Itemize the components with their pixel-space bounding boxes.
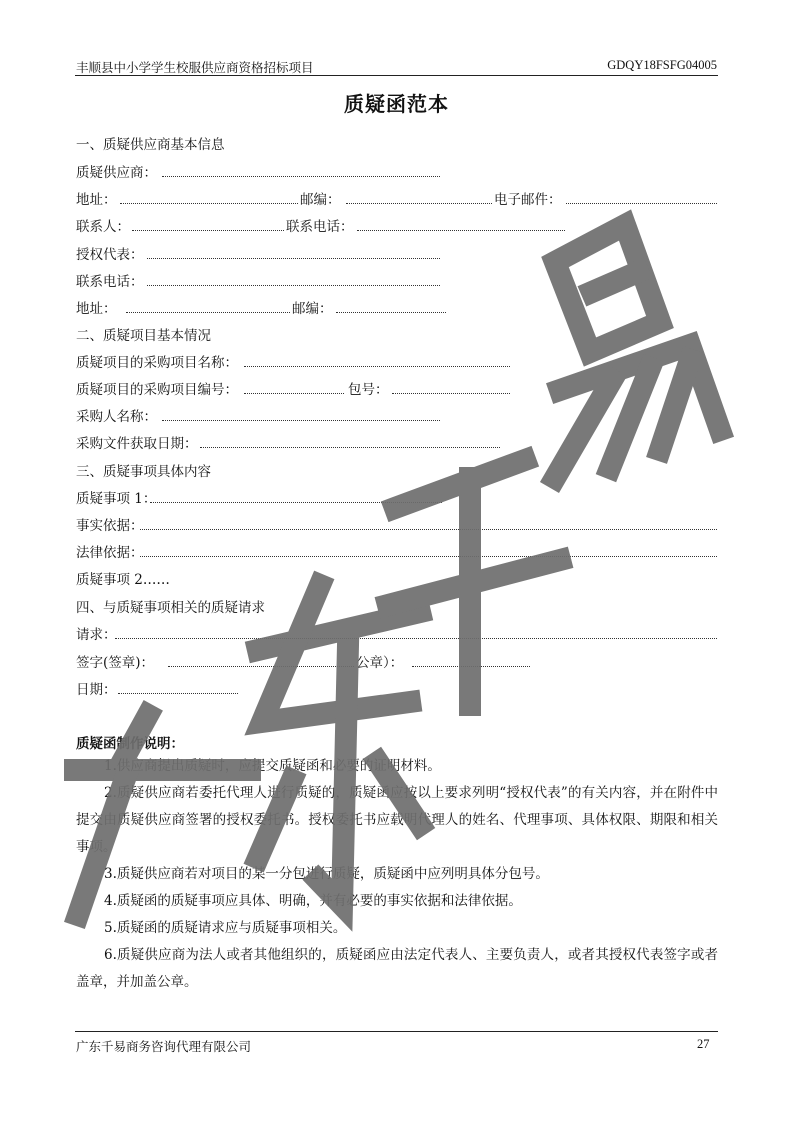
- contact-label: 联系人：: [76, 219, 130, 235]
- package-label: 包号：: [348, 382, 389, 398]
- agent-postcode-field[interactable]: [336, 312, 446, 313]
- note-item: 5.质疑函的质疑请求应与质疑事项相关。: [104, 920, 347, 936]
- phone-field[interactable]: [357, 230, 565, 231]
- header-project-title: 丰顺县中小学学生校服供应商资格招标项目: [76, 60, 314, 75]
- email-field[interactable]: [566, 203, 717, 204]
- date-label: 日期：: [76, 682, 117, 698]
- agent-phone-field[interactable]: [147, 285, 440, 286]
- footer-divider: [75, 1031, 718, 1032]
- notes-list: [76, 753, 718, 996]
- item2-label: 质疑事项 2……: [76, 572, 170, 588]
- header-divider: [75, 75, 718, 76]
- contact-row: [76, 215, 130, 235]
- doc-date-field[interactable]: [200, 447, 500, 448]
- law-field[interactable]: [140, 556, 717, 557]
- contact-field[interactable]: [132, 230, 284, 231]
- agent-phone-row: [76, 270, 144, 290]
- doc-date-label: 采购文件获取日期：: [76, 436, 198, 452]
- agent-address-row: [76, 297, 117, 317]
- header-project-code: GDQY18FSFG04005: [607, 58, 717, 72]
- supplier-label: 质疑供应商：: [76, 165, 157, 181]
- project-name-field[interactable]: [244, 366, 510, 367]
- postcode-label: 邮编：: [300, 192, 341, 208]
- supplier-row: [76, 161, 157, 181]
- buyer-field[interactable]: [162, 420, 440, 421]
- fact-label: 事实依据：: [76, 518, 144, 534]
- footer-company: 广东千易商务咨询代理有限公司: [76, 1039, 252, 1054]
- request-field[interactable]: [115, 638, 717, 639]
- section2-heading: 二、质疑项目基本情况: [76, 328, 211, 344]
- fact-field[interactable]: [140, 529, 717, 530]
- note-item: 3.质疑供应商若对项目的某一分包进行质疑，质疑函中应列明具体分包号。: [104, 866, 549, 882]
- postcode-field[interactable]: [346, 203, 492, 204]
- note-item: 4.质疑函的质疑事项应具体、明确，并有必要的事实依据和法律依据。: [104, 893, 522, 909]
- law-label: 法律依据：: [76, 545, 144, 561]
- package-field[interactable]: [392, 393, 510, 394]
- address-label: 地址：: [76, 192, 117, 208]
- agent-postcode-label: 邮编：: [292, 301, 333, 317]
- project-number-label: 质疑项目的采购项目编号：: [76, 382, 238, 398]
- supplier-field[interactable]: [162, 176, 440, 177]
- agent-address-label: 地址：: [76, 301, 117, 317]
- agent-row: [76, 243, 144, 263]
- note-item: 1.供应商提出质疑时，应提交质疑函和必要的证明材料。: [104, 758, 441, 774]
- item1-field[interactable]: [150, 502, 442, 503]
- agent-address-field[interactable]: [126, 312, 290, 313]
- agent-field[interactable]: [147, 258, 440, 259]
- seal-field[interactable]: [412, 666, 530, 667]
- note-item: 2.质疑供应商若委托代理人进行质疑的，质疑函应按以上要求列明“授权代表”的有关内容，并在附件中提交由质疑供应商签署的授权委托书。授权委托书应载明代理人的姓名、代理事项、具体权限、期限和相关事项。: [76, 785, 718, 855]
- seal-label: 公章）：: [356, 655, 404, 671]
- project-number-field[interactable]: [244, 393, 344, 394]
- project-name-label: 质疑项目的采购项目名称：: [76, 355, 238, 371]
- agent-phone-label: 联系电话：: [76, 274, 144, 290]
- phone-label: 联系电话：: [286, 219, 354, 235]
- email-label: 电子邮件：: [494, 192, 562, 208]
- agent-label: 授权代表：: [76, 247, 144, 263]
- request-label: 请求：: [76, 627, 117, 643]
- address-field[interactable]: [120, 203, 298, 204]
- page-title: 质疑函范本: [344, 92, 449, 116]
- address-row: [76, 188, 117, 208]
- buyer-label: 采购人名称：: [76, 409, 157, 425]
- sign-field[interactable]: [168, 666, 354, 667]
- page-number: 27: [697, 1037, 710, 1051]
- section1-heading: 一、质疑供应商基本信息: [76, 137, 225, 153]
- notes-title: 质疑函制作说明：: [76, 736, 184, 752]
- section4-heading: 四、与质疑事项相关的质疑请求: [76, 600, 265, 616]
- section3-heading: 三、质疑事项具体内容: [76, 464, 211, 480]
- item1-label: 质疑事项 1：: [76, 491, 157, 507]
- date-field[interactable]: [118, 693, 238, 694]
- note-item: 6.质疑供应商为法人或者其他组织的，质疑函应由法定代表人、主要负责人，或者其授权代表签字或者盖章，并加盖公章。: [76, 947, 718, 990]
- sign-label: 签字(签章)：: [76, 655, 155, 671]
